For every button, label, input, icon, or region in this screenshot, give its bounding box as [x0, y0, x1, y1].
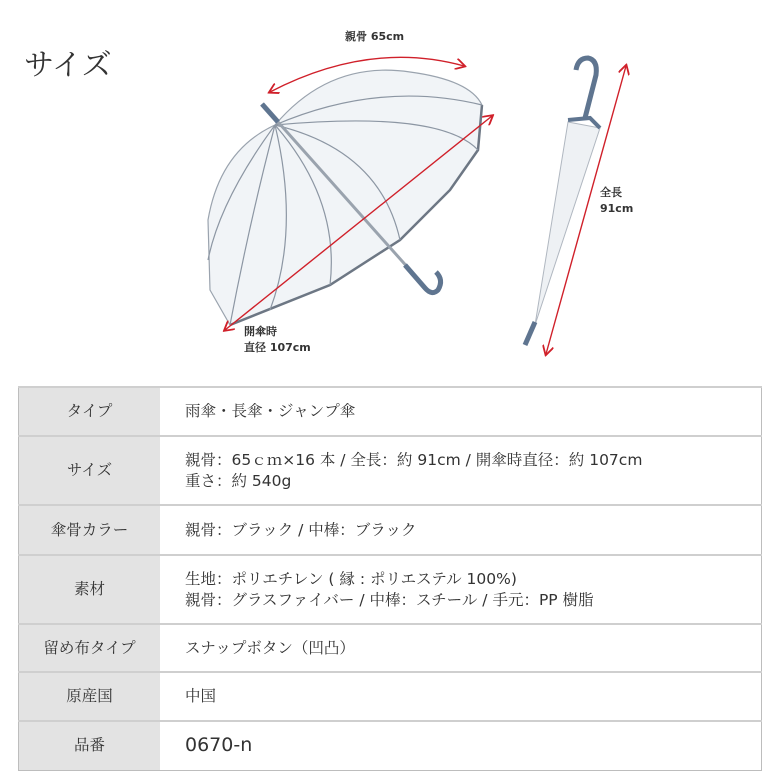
table-row [19, 721, 762, 770]
row-value: 親骨：ブラック / 中棒：ブラック [185, 520, 417, 539]
umbrella-illustration [0, 0, 780, 380]
row-label: 素材 [19, 555, 161, 624]
table-row [19, 436, 762, 505]
length-label-line1: 全長 [600, 186, 622, 199]
length-label-line2: 91cm [600, 202, 634, 215]
row-label: 原産国 [19, 672, 161, 721]
row-value: 親骨：65ｃｍ×16 本 / 全長：約 91cm / 開傘時直径：約 107cm [185, 450, 643, 469]
open-umbrella [208, 70, 482, 325]
row-label: サイズ [19, 436, 161, 505]
row-value: 重さ：約 540g [185, 471, 292, 490]
row-value: 親骨：グラスファイバー / 中棒：スチール / 手元：PP 樹脂 [185, 590, 594, 609]
table-row [19, 672, 762, 721]
table-row [19, 624, 762, 672]
diameter-label-line2: 直径 107cm [244, 341, 311, 354]
spec-table [18, 386, 762, 771]
row-value: 生地：ポリエチレン ( 縁 : ポリエステル 100%) [185, 569, 517, 588]
row-value: 0670-n [185, 734, 253, 757]
row-label: 品番 [19, 721, 161, 770]
row-label: タイプ [19, 387, 161, 436]
page-title: サイズ [24, 48, 112, 83]
table-row [19, 387, 762, 436]
table-row [19, 555, 762, 624]
rib-length-label: 親骨 65cm [345, 30, 405, 43]
row-value: 中国 [185, 687, 217, 705]
row-label: 留め布タイプ [19, 624, 161, 672]
row-value: 雨傘・長傘・ジャンプ傘 [185, 402, 356, 420]
row-label: 傘骨カラー [19, 505, 161, 555]
table-row [19, 505, 762, 555]
diameter-label-line1: 開傘時 [244, 325, 277, 338]
row-value: スナップボタン（凹凸） [185, 638, 355, 657]
